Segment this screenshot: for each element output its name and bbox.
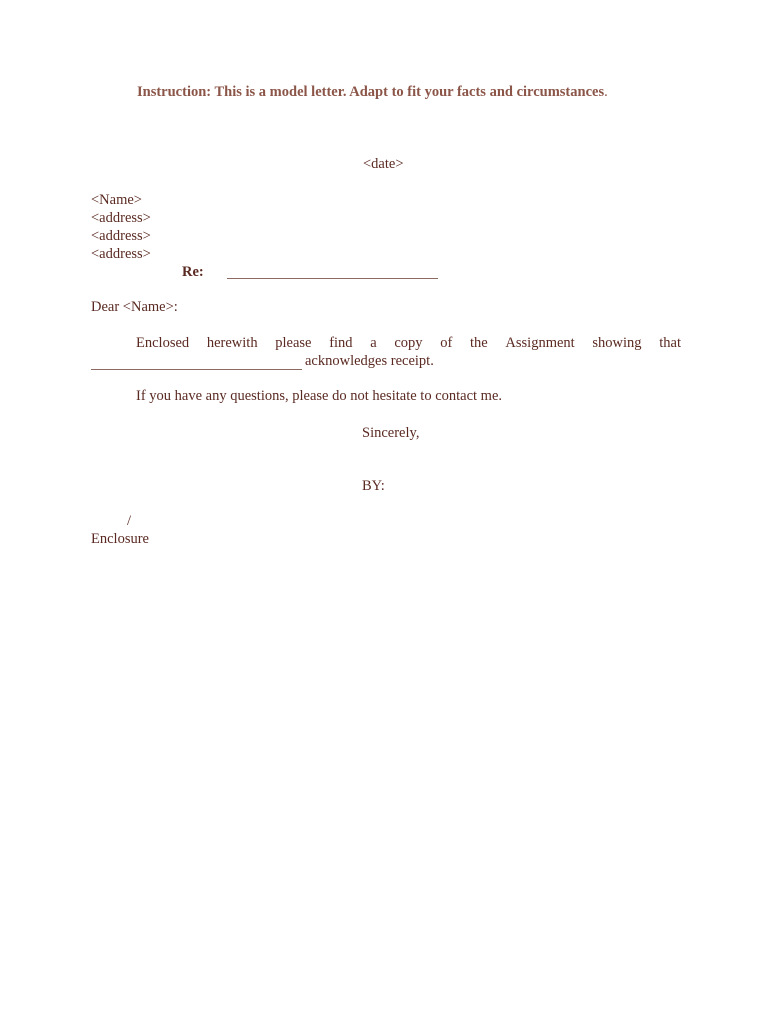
body-word: the bbox=[470, 335, 488, 351]
body-word: Enclosed bbox=[136, 335, 190, 351]
body-word: copy bbox=[394, 335, 423, 351]
body-word: that bbox=[659, 335, 681, 351]
instruction-text: Instruction: This is a model letter. Adapt to fit your facts and circumstances bbox=[137, 84, 605, 100]
body-word: a bbox=[370, 335, 377, 351]
re-subject-blank bbox=[227, 278, 438, 279]
questions-paragraph: If you have any questions, please do not hesitate to contact me. bbox=[136, 388, 503, 404]
enclosure-notation: Enclosure bbox=[91, 531, 149, 547]
body-word: find bbox=[329, 335, 353, 351]
initials-slash: / bbox=[127, 513, 132, 529]
body-paragraph bbox=[91, 334, 681, 370]
body-word: Assignment bbox=[505, 335, 575, 351]
letter-date: <date> bbox=[363, 156, 404, 172]
closing: Sincerely, bbox=[362, 425, 420, 441]
signature-by-label: BY: bbox=[362, 478, 385, 494]
body-line-2 bbox=[91, 352, 681, 370]
recipient-name: <Name> bbox=[91, 192, 142, 208]
body-word: please bbox=[275, 335, 312, 351]
recipient-address-line: <address> bbox=[91, 210, 151, 226]
body-word: of bbox=[440, 335, 453, 351]
instruction-period: . bbox=[604, 84, 608, 100]
body-word: herewith bbox=[206, 335, 258, 351]
instruction-note bbox=[137, 83, 608, 101]
re-label: Re: bbox=[182, 264, 204, 280]
recipient-address-line: <address> bbox=[91, 228, 151, 244]
body-line-1 bbox=[91, 334, 681, 352]
recipient-address-line: <address> bbox=[91, 246, 151, 262]
body-word: showing bbox=[592, 335, 642, 351]
salutation: Dear <Name>: bbox=[91, 299, 178, 315]
body-line-2-text: acknowledges receipt. bbox=[305, 353, 434, 369]
party-name-blank bbox=[91, 355, 302, 370]
